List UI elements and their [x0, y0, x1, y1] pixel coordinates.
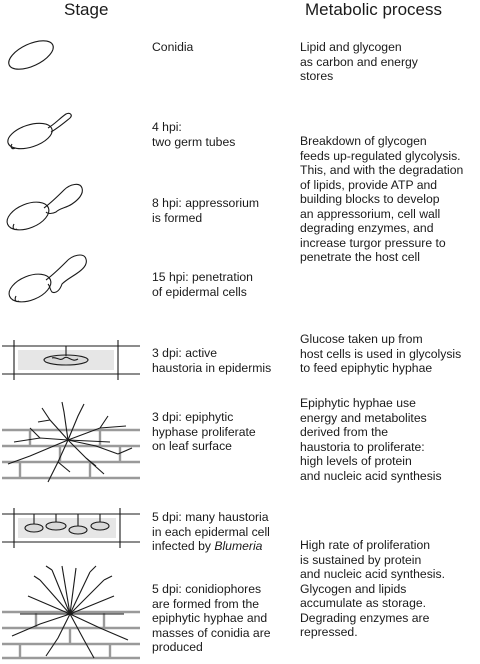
stage-label-many-haustoria — [152, 510, 270, 554]
metabolic-text-storage: Lipid and glycogen as carbon and energy stores — [300, 40, 418, 83]
stage-label-many-haustoria-text: 5 dpi: many haustoria in each epidermal cell infected by — [152, 510, 270, 553]
stage-label-active-haustoria: 3 dpi: active haustoria in epidermis — [152, 346, 272, 375]
metabolic-text-high-proliferation: High rate of proliferation is sustained by protein and nucleic acid synthesis. Glycogen and lipids accumulate as storage. Degrading enzymes are repressed. — [300, 538, 445, 639]
epiphytic-hyphae-illustration — [0, 398, 148, 488]
germ-tubes-illustration — [0, 110, 140, 155]
haustorium-cell-illustration — [0, 336, 145, 386]
penetration-illustration — [0, 250, 140, 310]
stage-label-epiphytic-hyphae: 3 dpi: epiphytic hyphase proliferate on leaf surface — [152, 410, 256, 453]
metabolic-text-glycolysis: Breakdown of glycogen feeds up-regulated glycolysis. This, and with the degradation of lipids, provide ATP and building blocks to develop an appressorium, cell wall degrading enzymes, and increase turgor pressure to penetrate the host cell — [300, 134, 464, 264]
metabolic-text-glucose-uptake: Glucose taken up from host cells is used in glycolysis to feed epiphytic hyphae — [300, 332, 462, 375]
conidium-illustration — [0, 36, 140, 76]
stage-label-penetration: 15 hpi: penetration of epidermal cells — [152, 270, 253, 299]
metabolic-process-column-header: Metabolic process — [305, 0, 443, 19]
stage-label-conidia: Conidia — [152, 40, 194, 54]
stage-label-germ-tubes: 4 hpi: two germ tubes — [152, 120, 236, 149]
stage-label-appressorium: 8 hpi: appressorium is formed — [152, 196, 260, 225]
stage-label-conidiophores: 5 dpi: conidiophores are formed from the epiphytic hyphae and masses of conidia are produced — [152, 582, 271, 654]
appressorium-illustration — [0, 180, 140, 236]
metabolic-text-proliferation: Epiphytic hyphae use energy and metabolites derived from the haustoria to proliferate: high levels of protein and nucleic acid synthesis — [300, 396, 442, 483]
stage-column-header: Stage — [64, 0, 109, 19]
conidiophores-illustration — [0, 562, 148, 662]
many-haustoria-illustration — [0, 506, 145, 552]
blumeria-italic-text: Blumeria — [214, 539, 263, 553]
